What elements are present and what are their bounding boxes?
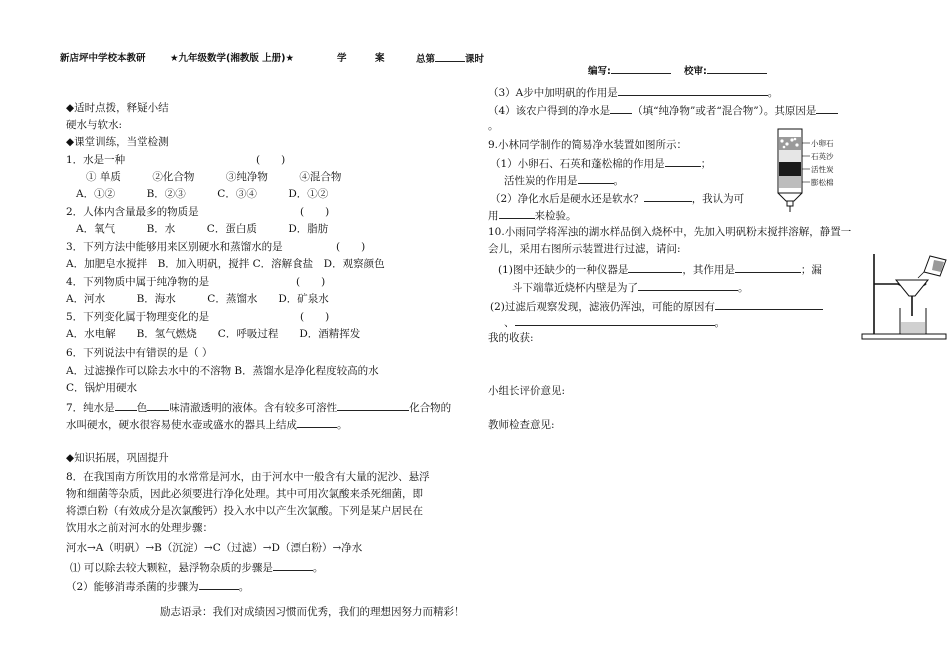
- q10-sub2-text: (2)过滤后观察发现，滤液仍浑浊，可能的原因有: [490, 301, 715, 313]
- q8-sub2-text: （2）能够消毒杀菌的步骤为: [66, 581, 199, 593]
- r4-blank1: [610, 102, 632, 114]
- q1-choices: A．①② B．②③ C．③④ D．①②: [76, 188, 329, 200]
- header-school: 新店坪中学校本教研: [60, 53, 146, 64]
- proof-blank: [707, 62, 767, 74]
- header-total-prefix: 总第: [416, 54, 436, 65]
- group-leader-evaluation: 小组长评价意见:: [488, 385, 566, 397]
- q10-sub1-text3: ；漏: [800, 264, 822, 276]
- q10-sub1-blank2: [735, 261, 801, 273]
- q10-sub1-text2: ，其作用是: [682, 264, 735, 276]
- q2-stem: 2．人体内含量最多的物质是: [66, 206, 199, 218]
- q9-sub2c-text: 用: [488, 210, 499, 222]
- q8-sub1-blank: [273, 559, 313, 571]
- q2-options: A．氧气 B．水 C．蛋白质 D．脂肪: [76, 223, 329, 235]
- q7-line1: [66, 399, 451, 415]
- q9-sub1c-blank: [578, 172, 614, 184]
- header-total-blank: [435, 50, 465, 62]
- q7-line2-text: 水叫硬水，硬水很容易使水壶或盛水的器具上结成: [66, 419, 297, 431]
- teacher-check-comment: 教师检查意见:: [488, 419, 555, 431]
- section-extension: ◆知识拓展，巩固提升: [66, 452, 169, 464]
- q9-sub2c-blank: [499, 207, 535, 219]
- q10-sub1-blank1: [628, 261, 682, 273]
- q9-sub1-end: ；: [700, 158, 712, 170]
- footer-motto: 励志语录：我们对成绩因习惯而优秀，我们的理想因努力而精彩！: [160, 606, 465, 618]
- q10-sub2-blank1: [715, 298, 823, 310]
- editor-label: 编写:: [588, 66, 611, 77]
- q10-sub2-blank2: [515, 314, 715, 326]
- header-total: [416, 50, 484, 65]
- r4-blank2: [816, 102, 838, 114]
- q9-sub2: [490, 190, 744, 206]
- q9-sub1-blank: [665, 155, 701, 167]
- label-quartz-sand: 石英沙: [811, 152, 834, 161]
- q7-text-c: 味清澈透明的液体。含有较多可溶性: [169, 402, 338, 414]
- q5-options: A．水电解 B．氢气燃烧 C．呼吸过程 D．酒精挥发: [66, 328, 361, 340]
- header-editor: [588, 62, 671, 77]
- r3-end: 。: [767, 87, 779, 99]
- q1-stem: 1．水是一种: [66, 154, 126, 166]
- layer-pebbles: [779, 137, 801, 150]
- q7-text-b: 色: [136, 402, 148, 414]
- q6-stem: 6．下列说法中有错误的是（ ）: [66, 347, 213, 359]
- q1-paren: ( ): [256, 154, 286, 166]
- q8-sub2-end: 。: [238, 581, 250, 593]
- q10-sub2-end: 。: [714, 317, 725, 329]
- q4-stem: 4．下列物质中属于纯净物的是: [66, 276, 210, 288]
- q8-sub1-end: 。: [312, 562, 324, 574]
- q5-stem: 5．下列变化属于物理变化的是: [66, 311, 210, 323]
- q7-line2-end: 。: [337, 419, 348, 431]
- r3-line: [488, 84, 778, 100]
- header-total-suffix: 课时: [465, 54, 485, 65]
- q7-blank-scale: [297, 416, 337, 428]
- q4-paren: ( ): [296, 276, 326, 288]
- filter-bottle-neck: [778, 193, 802, 201]
- q8-flow: 河水→A（明矾）→B（沉淀）→C（过滤）→D（漂白粉）→净水: [66, 542, 363, 554]
- q10-sub2: [490, 298, 823, 314]
- r3-text: （3）A步中加明矾的作用是: [488, 87, 618, 99]
- q10-sub1-cont: [512, 279, 749, 295]
- label-pebbles: 小卵石: [811, 139, 834, 148]
- q10-sub2-sep: 、: [504, 317, 515, 329]
- q10-sub1d-blank: [638, 279, 738, 291]
- q5-paren: ( ): [300, 311, 330, 323]
- q9-sub2-cont: [488, 207, 577, 223]
- q9-sub1-text: （1）小卵石、石英和蓬松棉的作用是: [490, 158, 665, 170]
- q4-options: A．河水 B．海水 C．蒸馏水 D．矿泉水: [66, 293, 329, 305]
- r4-line2: 。: [488, 120, 499, 132]
- my-harvest: 我的收获:: [488, 332, 534, 344]
- header-an: 案: [375, 53, 385, 64]
- q7-text-a: 7．纯水是: [66, 402, 115, 414]
- q7-line2: [66, 416, 348, 432]
- q8-sub2: [66, 578, 249, 594]
- header-course: ★九年级数学(湘教版 上册)★: [170, 53, 295, 64]
- q8-sub1-text: ⑴ 可以除去较大颗粒，悬浮物杂质的步骤是: [70, 562, 273, 574]
- q7-blank-taste: [147, 399, 169, 411]
- hard-soft-water: 硬水与软水:: [66, 119, 123, 131]
- layer-activated-carbon: [779, 162, 801, 176]
- q9-sub2-text2: ，我认为可: [691, 193, 745, 205]
- header-xue: 学: [337, 53, 347, 64]
- q9-sub1-cont: [504, 172, 624, 188]
- q8-line1: 8．在我国南方所饮用的水常常是河水，由于河水中一般含有大量的泥沙、悬浮: [66, 471, 430, 483]
- proof-label: 校审:: [684, 66, 707, 77]
- label-cotton: 膨松棉: [811, 178, 834, 187]
- q2-paren: ( ): [300, 206, 330, 218]
- q9-stem: 9.小林同学制作的简易净水装置如图所示：: [488, 139, 688, 151]
- layer-quartz-sand: [779, 150, 801, 162]
- q6-option-c: C．锅炉用硬水: [66, 382, 138, 394]
- q6-option-ab: A．过滤操作可以除去水中的不溶物 B．蒸馏水是净化程度较高的水: [66, 365, 379, 377]
- filtration-apparatus-diagram: [860, 250, 948, 342]
- section-practice: ◆课堂训练，当堂检测: [66, 136, 169, 148]
- q8-line2: 物和细菌等杂质，因此必须要进行净化处理。其中可用次氯酸来杀死细菌，即: [66, 488, 423, 500]
- q3-paren: ( ): [336, 241, 366, 253]
- q10-sub2-cont: [504, 314, 725, 330]
- r4-text: （4）该农户得到的净水是: [488, 105, 611, 117]
- water-filter-diagram: [766, 125, 846, 215]
- q3-options: A．加肥皂水搅拌 B．加入明矾，搅拌 C．溶解食盐 D．观察颜色: [66, 258, 385, 270]
- label-activated-carbon: 活性炭: [811, 165, 834, 174]
- q9-sub2-text: （2）净化水后是硬水还是软水？: [490, 193, 644, 205]
- q10-line2: 会儿，采用右图所示装置进行过滤，请问:: [488, 243, 681, 255]
- q8-line3: 将漂白粉（有效成分是次氯酸钙）投入水中以产生次氯酸。下列是某户居民在: [66, 505, 423, 517]
- header-proof: [684, 62, 767, 77]
- q10-sub1d-text: 斗下端靠近烧杯内壁是为了: [512, 282, 638, 294]
- q10-sub1-text: (1)图中还缺少的一种仪器是: [498, 264, 629, 276]
- q8-sub1: [70, 559, 323, 575]
- r4-line: [488, 102, 838, 118]
- q9-sub2-blank: [644, 190, 692, 202]
- q9-sub1: [490, 155, 711, 171]
- q8-line4: 饮用水之前对河水的处理步骤：: [66, 522, 213, 534]
- q9-sub2c-end: 来检验。: [534, 210, 577, 222]
- r3-blank: [618, 84, 768, 96]
- q3-stem: 3．下列方法中能够用来区别硬水和蒸馏水的是: [66, 241, 283, 253]
- q8-sub2-blank: [199, 578, 239, 590]
- layer-cotton: [779, 176, 801, 188]
- section-summary: ◆适时点拨，释疑小结: [66, 102, 169, 114]
- q10-line1: 10.小雨同学将浑浊的湖水样品倒入烧杯中，先加入明矾粉末搅拌溶解，静置一: [488, 226, 852, 238]
- q7-text-d: 化合物的: [409, 402, 452, 414]
- q9-sub1c-end: 。: [613, 175, 624, 187]
- r4-text2: （填“纯净物”或者“混合物”）。其原因是: [632, 105, 817, 117]
- q7-blank-compound: [337, 399, 409, 411]
- q10-sub1: [498, 261, 822, 277]
- funnel: [896, 280, 928, 296]
- q7-blank-color: [115, 399, 137, 411]
- iron-stand-base: [862, 334, 946, 339]
- q1-options: ① 单质 ②化合物 ③纯净物 ④混合物: [86, 171, 342, 183]
- editor-blank: [611, 62, 671, 74]
- q9-sub1c-text: 活性炭的作用是: [504, 175, 578, 187]
- q10-sub1d-end: 。: [738, 282, 749, 294]
